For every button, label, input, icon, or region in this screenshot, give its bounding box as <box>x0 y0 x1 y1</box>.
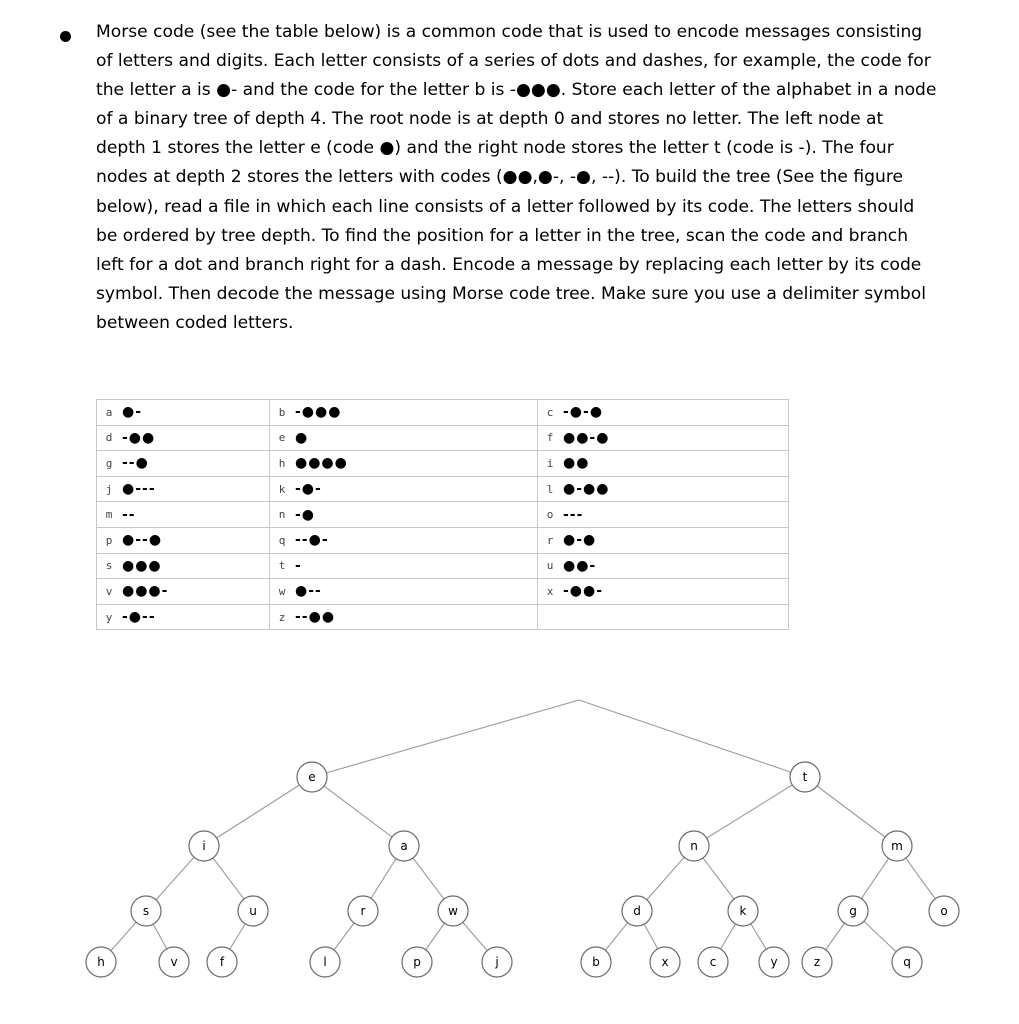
letter-label: r <box>546 533 554 547</box>
letter-label: n <box>278 508 286 522</box>
tree-node-u <box>238 896 268 926</box>
morse-code: ●●●● <box>295 455 348 472</box>
letter-label: f <box>546 431 554 445</box>
tree-node-f <box>207 947 237 977</box>
letter-label: z <box>278 610 286 624</box>
morse-code: -- <box>122 506 136 523</box>
letter-label: s <box>105 559 113 573</box>
tree-node-label: m <box>891 839 903 853</box>
tree-node-k <box>728 896 758 926</box>
morse-code: -●-- <box>122 609 156 626</box>
morse-code: -●●● <box>295 404 342 421</box>
tree-node-l <box>310 947 340 977</box>
tree-edge <box>579 700 805 777</box>
paragraph-line: below), read a file in which each line consists of a letter followed by its code. The letters should <box>96 196 915 217</box>
tree-node-label: x <box>661 955 669 969</box>
letter-label: l <box>546 482 554 496</box>
morse-code: --● <box>122 455 149 472</box>
morse-code: ●-- <box>295 583 322 600</box>
tree-edge <box>312 777 404 846</box>
tree-node-label: f <box>219 955 225 969</box>
tree-node-label: e <box>308 770 316 784</box>
tree-node-z <box>802 947 832 977</box>
morse-code: ●--- <box>122 481 156 498</box>
letter-label: q <box>278 533 286 547</box>
morse-code: -●- <box>295 481 322 498</box>
morse-code: --- <box>563 506 584 523</box>
tree-node-label: l <box>323 955 327 969</box>
letter-label: g <box>105 456 113 470</box>
morse-code: - <box>295 557 302 574</box>
letter-label: y <box>105 610 113 624</box>
tree-node-label: w <box>448 904 458 918</box>
tree-node-label: j <box>495 955 499 969</box>
letter-label: j <box>105 482 113 496</box>
tree-node-j <box>482 947 512 977</box>
morse-code: ●-● <box>563 532 597 549</box>
tree-node-label: z <box>813 955 821 969</box>
tree-node-y <box>759 947 789 977</box>
tree-node-i <box>189 831 219 861</box>
tree-node-e <box>297 762 327 792</box>
tree-node-c <box>698 947 728 977</box>
tree-node-n <box>679 831 709 861</box>
tree-node-a <box>389 831 419 861</box>
letter-label: t <box>278 559 286 573</box>
paragraph-line: of letters and digits. Each letter consists of a series of dots and dashes, for example, the code for <box>96 51 931 72</box>
letter-label: p <box>105 533 113 547</box>
paragraph-line: between coded letters. <box>96 312 294 333</box>
morse-code: -●-● <box>563 404 604 421</box>
letter-label: d <box>105 431 113 445</box>
letter-label: o <box>546 508 554 522</box>
morse-code: ●-●● <box>563 481 610 498</box>
tree-node-label: g <box>849 904 857 918</box>
letter-label: b <box>278 405 286 419</box>
letter-label: a <box>105 405 113 419</box>
tree-node-label: o <box>940 904 948 918</box>
tree-node-s <box>131 896 161 926</box>
morse-code: --●- <box>295 532 329 549</box>
tree-node-label: p <box>413 955 421 969</box>
morse-code: -●●- <box>563 583 604 600</box>
tree-node-t <box>790 762 820 792</box>
morse-code: ●--● <box>122 532 163 549</box>
morse-code: ●●●- <box>122 583 169 600</box>
morse-code: ● <box>295 429 309 446</box>
tree-node-g <box>838 896 868 926</box>
tree-node-o <box>929 896 959 926</box>
letter-label: v <box>105 584 113 598</box>
letter-label: w <box>278 584 286 598</box>
tree-node-x <box>650 947 680 977</box>
morse-code: ●●- <box>563 557 597 574</box>
tree-node-b <box>581 947 611 977</box>
letter-label: e <box>278 431 286 445</box>
letter-label: c <box>546 405 554 419</box>
morse-code: ●●● <box>122 557 162 574</box>
tree-node-label: a <box>400 839 408 853</box>
paragraph-line: be ordered by tree depth. To find the position for a letter in the tree, scan the code and branch <box>96 225 909 246</box>
tree-node-d <box>622 896 652 926</box>
tree-node-p <box>402 947 432 977</box>
paragraph-line: depth 1 stores the letter e (code ●) and the right node stores the letter t (code is -). The four <box>96 138 894 159</box>
letter-label: i <box>546 456 554 470</box>
tree-edge <box>694 777 805 846</box>
tree-node-label: r <box>360 904 366 918</box>
tree-node-label: y <box>770 955 778 969</box>
tree-node-r <box>348 896 378 926</box>
letter-label: x <box>546 584 554 598</box>
paragraph-line: symbol. Then decode the message using Morse code tree. Make sure you use a delimiter symbol <box>96 283 926 304</box>
tree-node-label: c <box>709 955 717 969</box>
morse-code: --●● <box>295 609 336 626</box>
tree-node-h <box>86 947 116 977</box>
tree-node-label: v <box>170 955 178 969</box>
morse-code: -●● <box>122 429 156 446</box>
tree-node-label: b <box>592 955 600 969</box>
tree-node-q <box>892 947 922 977</box>
letter-label: u <box>546 559 554 573</box>
tree-node-m <box>882 831 912 861</box>
tree-node-label: s <box>142 904 150 918</box>
morse-code: ●● <box>563 455 590 472</box>
morse-code: -● <box>295 506 316 523</box>
morse-code: ●- <box>122 404 143 421</box>
morse-code: ●●-● <box>563 429 610 446</box>
tree-node-label: k <box>739 904 747 918</box>
letter-label: h <box>278 456 286 470</box>
tree-node-w <box>438 896 468 926</box>
paragraph-line: nodes at depth 2 stores the letters with codes (●●,●-, -●, --). To build the tree (See the figure <box>96 167 903 188</box>
tree-edge <box>805 777 897 846</box>
tree-node-label: d <box>633 904 641 918</box>
letter-label: m <box>105 508 113 522</box>
tree-node-label: n <box>690 839 698 853</box>
paragraph-line: the letter a is ●- and the code for the letter b is -●●●. Store each letter of the alphabet in a node <box>96 80 937 101</box>
paragraph-line: left for a dot and branch right for a dash. Encode a message by replacing each letter by its code <box>96 254 922 275</box>
letter-label: k <box>278 482 286 496</box>
tree-edge <box>204 777 312 846</box>
paragraph-line: Morse code (see the table below) is a common code that is used to encode messages consisting <box>96 22 923 42</box>
tree-node-label: q <box>903 955 911 969</box>
tree-node-v <box>159 947 189 977</box>
tree-node-label: h <box>97 955 105 969</box>
tree-edge <box>312 700 579 777</box>
tree-node-label: i <box>202 839 206 853</box>
tree-node-label: u <box>249 904 257 918</box>
tree-node-label: t <box>802 770 808 784</box>
paragraph-line: of a binary tree of depth 4. The root node is at depth 0 and stores no letter. The left node at <box>96 109 884 130</box>
